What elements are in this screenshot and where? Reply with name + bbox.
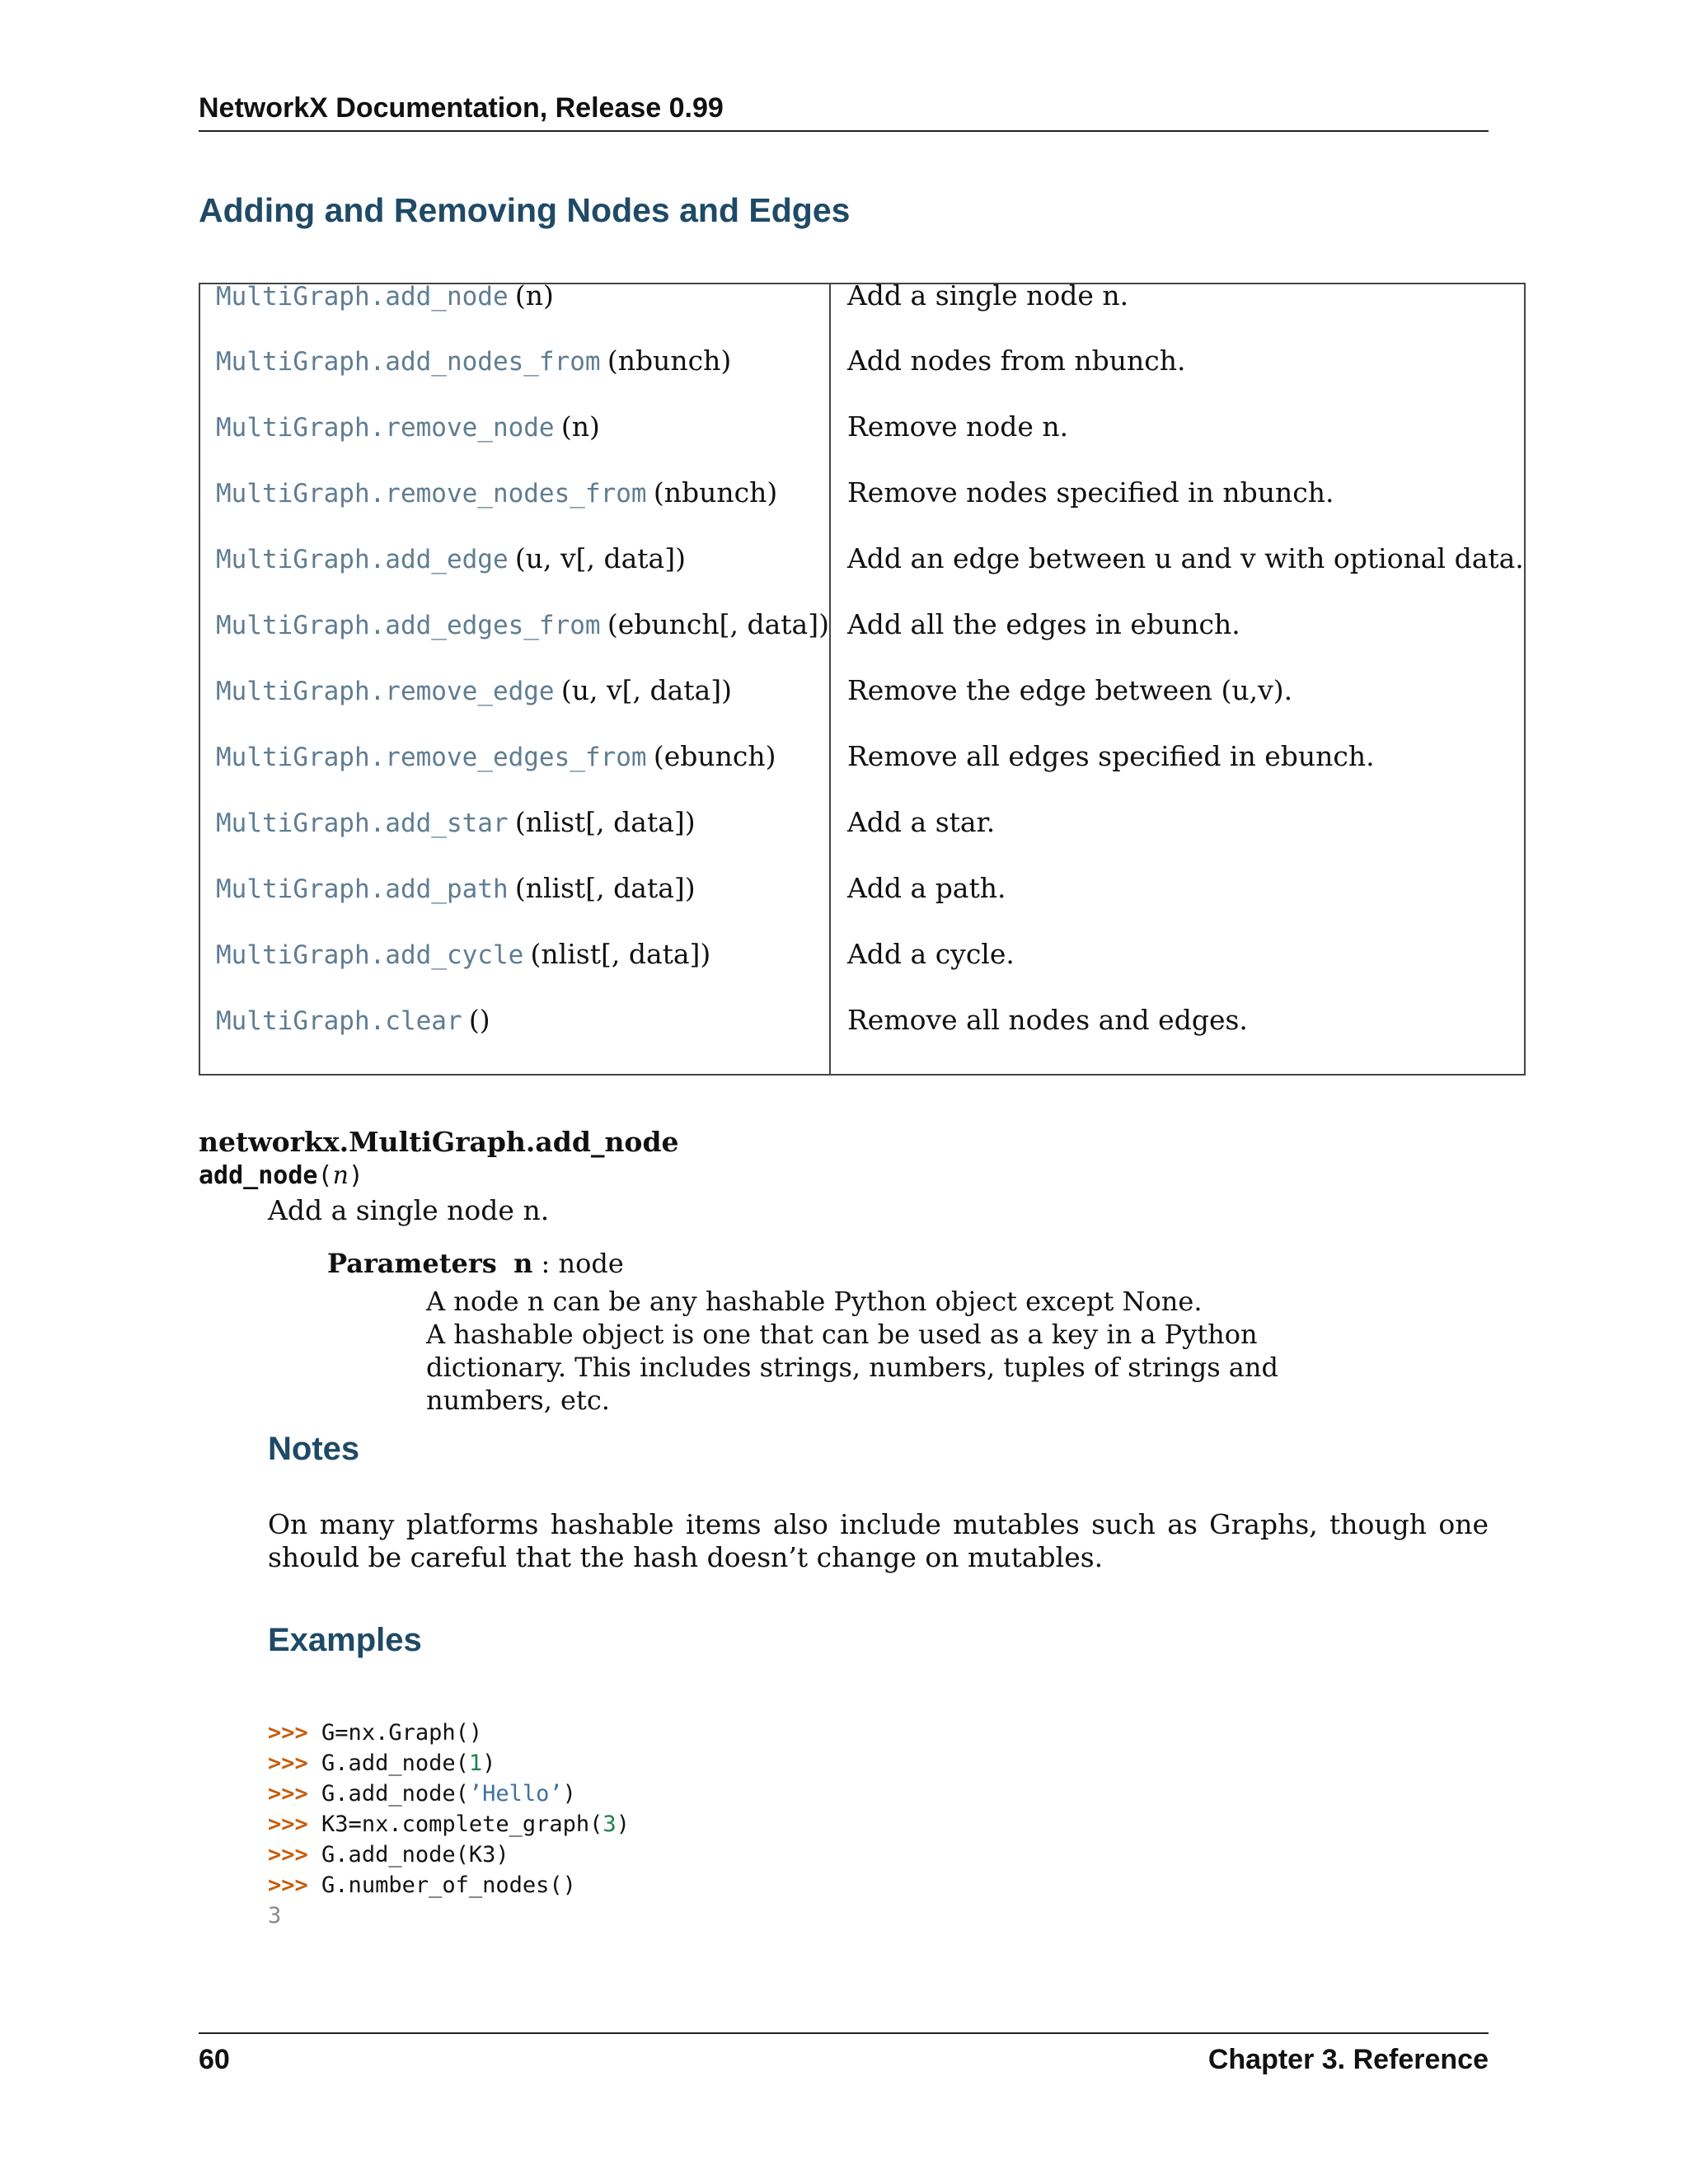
notes-body: On many platforms hashable items also include mutables such as Graphs, though one should be careful that the hash doesn’t change on mutables. xyxy=(268,1508,1489,1573)
code-prompt: >>> xyxy=(268,1781,308,1807)
method-link[interactable]: MultiGraph.add_edge xyxy=(216,545,509,574)
method-description: Add a cycle. xyxy=(846,938,1015,970)
method-cell xyxy=(199,938,830,1009)
description-cell xyxy=(830,674,1525,745)
api-signature-close: ) xyxy=(348,1161,363,1190)
method-cell xyxy=(199,279,830,349)
description-cell xyxy=(830,872,1525,943)
table-row xyxy=(199,745,1525,811)
code-prompt: >>> xyxy=(268,1872,308,1898)
table-row xyxy=(199,349,1525,415)
code-number: 1 xyxy=(468,1750,483,1776)
method-args: (nlist[, data]) xyxy=(530,938,711,970)
table-row xyxy=(199,1009,1525,1075)
table-row xyxy=(199,284,1525,349)
description-cell xyxy=(830,740,1525,811)
api-signature-name: add_node xyxy=(199,1161,318,1190)
method-description: Remove the edge between (u,v). xyxy=(846,674,1293,706)
method-cell xyxy=(199,740,830,811)
method-link[interactable]: MultiGraph.add_path xyxy=(216,874,509,904)
code-example xyxy=(268,1718,630,1931)
code-text: G.add_node( xyxy=(321,1750,469,1776)
code-string: ’Hello’ xyxy=(468,1781,563,1807)
method-args: (u, v[, data]) xyxy=(514,542,686,574)
method-description: Add a single node n. xyxy=(846,279,1129,312)
api-signature-open: ( xyxy=(317,1161,333,1190)
method-description: Add an edge between u and v with optional data. xyxy=(846,542,1524,574)
method-args: (nlist[, data]) xyxy=(514,872,696,904)
table-row xyxy=(199,613,1525,679)
notes-heading: Notes xyxy=(268,1431,360,1467)
api-signature xyxy=(199,1160,1489,1193)
method-cell xyxy=(199,344,830,415)
code-text: K3=nx.complete_graph( xyxy=(321,1811,603,1837)
method-link[interactable]: MultiGraph.remove_node xyxy=(216,413,555,443)
method-cell xyxy=(199,410,830,481)
table-row xyxy=(199,679,1525,745)
method-args: (u, v[, data]) xyxy=(560,674,732,706)
api-signature-arg: n xyxy=(332,1161,349,1190)
code-text: G.number_of_nodes() xyxy=(321,1872,576,1898)
param-description-line-2: A hashable object is one that can be used as a key in a Python dictionary. This includes strings, numbers, tuples of strings and numbers, etc. xyxy=(426,1319,1278,1416)
method-link[interactable]: MultiGraph.remove_edges_from xyxy=(216,743,647,772)
param-description xyxy=(426,1285,1399,1417)
method-args: (nbunch) xyxy=(653,476,778,509)
method-description: Remove nodes specified in nbunch. xyxy=(846,476,1334,509)
code-text: G.add_node(K3) xyxy=(321,1842,509,1868)
method-cell xyxy=(199,806,830,877)
api-entry xyxy=(199,1125,1489,1417)
method-cell xyxy=(199,608,830,679)
footer-rule xyxy=(199,2032,1489,2034)
method-link[interactable]: MultiGraph.add_nodes_from xyxy=(216,347,601,377)
method-description: Add all the edges in ebunch. xyxy=(846,608,1240,640)
code-text: ) xyxy=(616,1811,630,1837)
table-row xyxy=(199,415,1525,481)
method-args: (n) xyxy=(514,279,554,312)
description-cell xyxy=(830,542,1525,613)
page-number: 60 xyxy=(199,2044,230,2075)
code-text: G.add_node( xyxy=(321,1781,469,1807)
description-cell xyxy=(830,344,1525,415)
table-row xyxy=(199,877,1525,943)
code-prompt: >>> xyxy=(268,1811,308,1837)
description-cell xyxy=(830,1004,1525,1075)
description-cell xyxy=(830,410,1525,481)
table-row xyxy=(199,547,1525,613)
param-name: n xyxy=(513,1248,533,1279)
method-description: Remove all edges specified in ebunch. xyxy=(846,740,1375,772)
description-cell xyxy=(830,476,1525,547)
method-args: (ebunch) xyxy=(653,740,776,772)
method-description: Add nodes from nbunch. xyxy=(846,344,1186,377)
method-args: () xyxy=(468,1004,490,1036)
code-line xyxy=(268,1809,630,1840)
code-line xyxy=(268,1718,630,1748)
description-cell xyxy=(830,938,1525,1009)
table-row xyxy=(199,943,1525,1009)
header-rule xyxy=(199,130,1489,132)
method-link[interactable]: MultiGraph.add_edges_from xyxy=(216,611,601,640)
code-output-text: 3 xyxy=(268,1903,282,1929)
running-header-title: NetworkX Documentation, Release 0.99 xyxy=(199,92,724,124)
code-line xyxy=(268,1779,630,1809)
method-description: Remove node n. xyxy=(846,410,1069,443)
running-header xyxy=(199,92,1489,124)
code-line xyxy=(268,1840,630,1870)
method-summary-table xyxy=(199,279,1526,1076)
code-text: G=nx.Graph() xyxy=(321,1720,483,1746)
method-cell xyxy=(199,476,830,547)
table-row xyxy=(199,811,1525,877)
method-link[interactable]: MultiGraph.clear xyxy=(216,1006,462,1036)
method-args: (nlist[, data]) xyxy=(514,806,696,838)
method-link[interactable]: MultiGraph.remove_edge xyxy=(216,677,555,706)
method-description: Remove all nodes and edges. xyxy=(846,1004,1248,1036)
method-args: (nbunch) xyxy=(607,344,732,377)
table-row xyxy=(199,481,1525,547)
description-cell xyxy=(830,608,1525,679)
api-full-name: networkx.MultiGraph.add_node xyxy=(199,1126,679,1158)
description-cell xyxy=(830,806,1525,877)
method-link[interactable]: MultiGraph.remove_nodes_from xyxy=(216,479,647,509)
param-type: : node xyxy=(541,1248,624,1279)
examples-heading: Examples xyxy=(268,1622,422,1658)
parameters-block xyxy=(327,1245,1489,1417)
code-text: ) xyxy=(482,1750,496,1776)
description-cell xyxy=(830,279,1525,349)
method-description: Add a path. xyxy=(846,872,1006,904)
method-link[interactable]: MultiGraph.add_star xyxy=(216,808,509,838)
code-prompt: >>> xyxy=(268,1750,308,1776)
method-cell xyxy=(199,1004,830,1075)
method-cell xyxy=(199,872,830,943)
api-summary: Add a single node n. xyxy=(268,1194,550,1226)
code-line xyxy=(268,1748,630,1779)
code-output xyxy=(268,1900,630,1931)
section-title: Adding and Removing Nodes and Edges xyxy=(199,191,851,229)
code-line xyxy=(268,1870,630,1900)
code-number: 3 xyxy=(603,1811,617,1837)
code-text: ) xyxy=(562,1781,576,1807)
method-cell xyxy=(199,674,830,745)
method-link[interactable]: MultiGraph.add_node xyxy=(216,282,509,312)
parameters-label: Parameters xyxy=(327,1248,497,1279)
method-cell xyxy=(199,542,830,613)
method-args: (ebunch[, data]) xyxy=(607,608,829,640)
param-description-line-1: A node n can be any hashable Python object except None. xyxy=(426,1286,1203,1317)
method-description: Add a star. xyxy=(846,806,996,838)
code-prompt: >>> xyxy=(268,1720,308,1746)
chapter-label: Chapter 3. Reference xyxy=(1207,2044,1489,2075)
method-link[interactable]: MultiGraph.add_cycle xyxy=(216,940,524,970)
method-args: (n) xyxy=(560,410,600,443)
code-prompt: >>> xyxy=(268,1842,308,1868)
